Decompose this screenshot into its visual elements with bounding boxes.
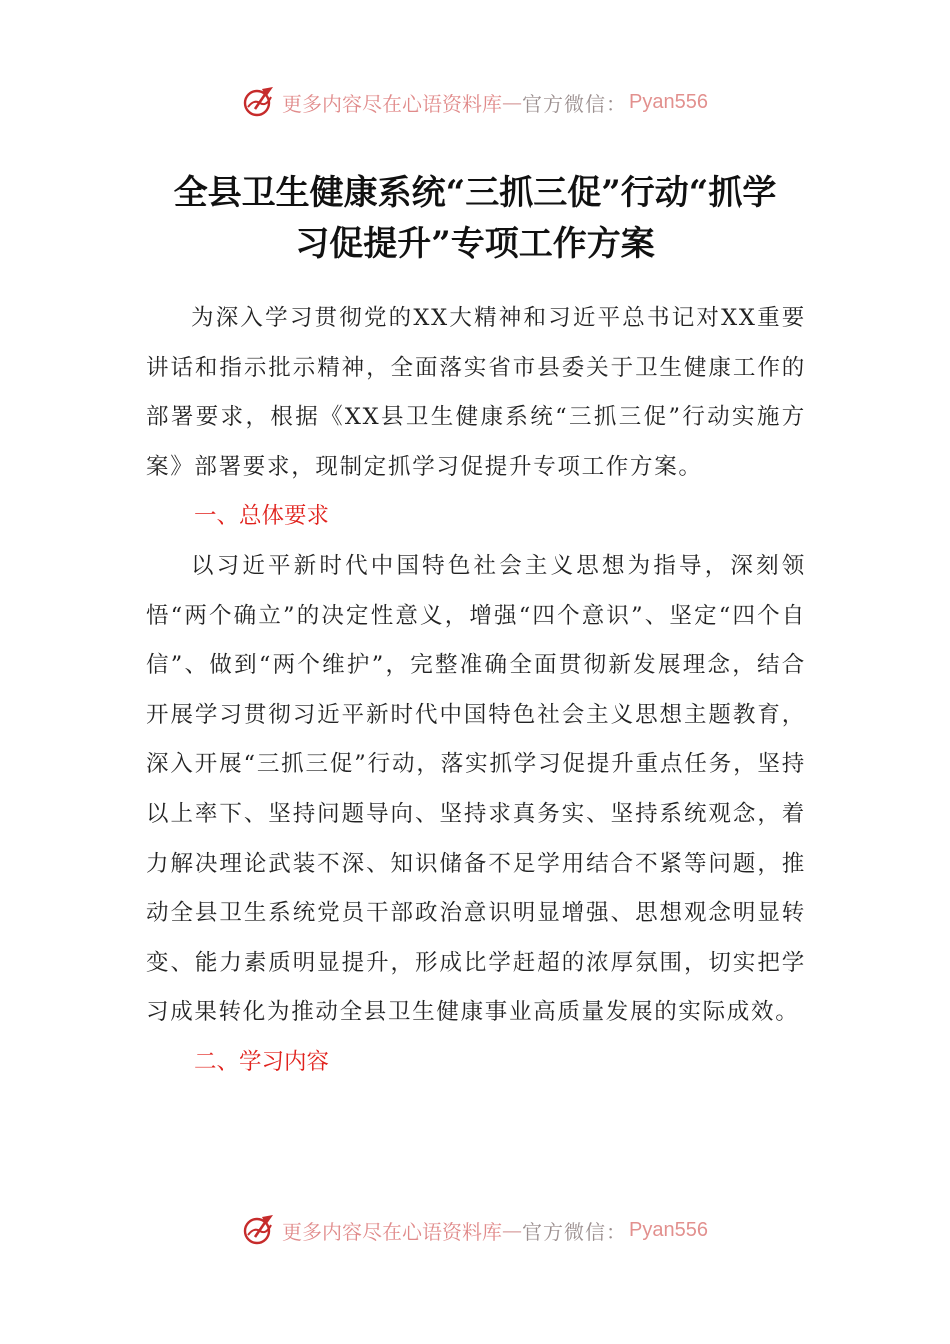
footer-brand: 更多内容尽在心语资料库: [282, 1219, 503, 1244]
section-heading-general-requirements: 一、总体要求: [194, 503, 330, 530]
banner-contact-label: 官方微信：: [522, 91, 628, 116]
intro-paragraph: 为深入学习贯彻党的XX大精神和习近平总书记对XX重要讲话和指示批示精神，全面落实省市县委关于卫生健康工作的部署要求，根据《XX县卫生健康系统“三抓三促”行动实施方案》部署要求，现制定抓学习促提升专项工作方案。: [146, 305, 806, 480]
banner-dash: —: [502, 90, 523, 114]
section-heading-study-content: 二、学习内容: [194, 1048, 330, 1075]
header-banner: [0, 82, 950, 122]
pen-writing-icon: [242, 85, 276, 119]
title-line-2: 习促提升”专项工作方案: [295, 224, 655, 264]
title-line-1: 全县卫生健康系统“三抓三促”行动“抓学: [173, 173, 777, 213]
banner-wechat-id: Pyan556: [629, 90, 708, 113]
document-body: [146, 294, 806, 1088]
banner-brand: 更多内容尽在心语资料库: [282, 91, 503, 116]
pen-writing-icon: [242, 1213, 276, 1247]
document-title: [130, 168, 820, 270]
general-requirements-paragraph: 以习近平新时代中国特色社会主义思想为指导，深刻领悟“两个确立”的决定性意义，增强“四个意识”、坚定“四个自信”、做到“两个维护”，完整准确全面贯彻新发展理念，结合开展学习贯彻习近平新时代中国特色社会主义思想主题教育，深入开展“三抓三促”行动，落实抓学习促提升重点任务，坚持以上率下、坚持问题导向、坚持求真务实、坚持系统观念，着力解决理论武装不深、知识储备不足学用结合不紧等问题，推动全县卫生系统党员干部政治意识明显增强、思想观念明显转变、能力素质明显提升，形成比学赶超的浓厚氛围，切实把学习成果转化为推动全县卫生健康事业高质量发展的实际成效。: [146, 552, 806, 1026]
footer-contact-label: 官方微信：: [522, 1219, 628, 1244]
footer-wechat-id: Pyan556: [629, 1218, 708, 1241]
footer-banner: [0, 1210, 950, 1250]
footer-dash: —: [502, 1218, 523, 1242]
